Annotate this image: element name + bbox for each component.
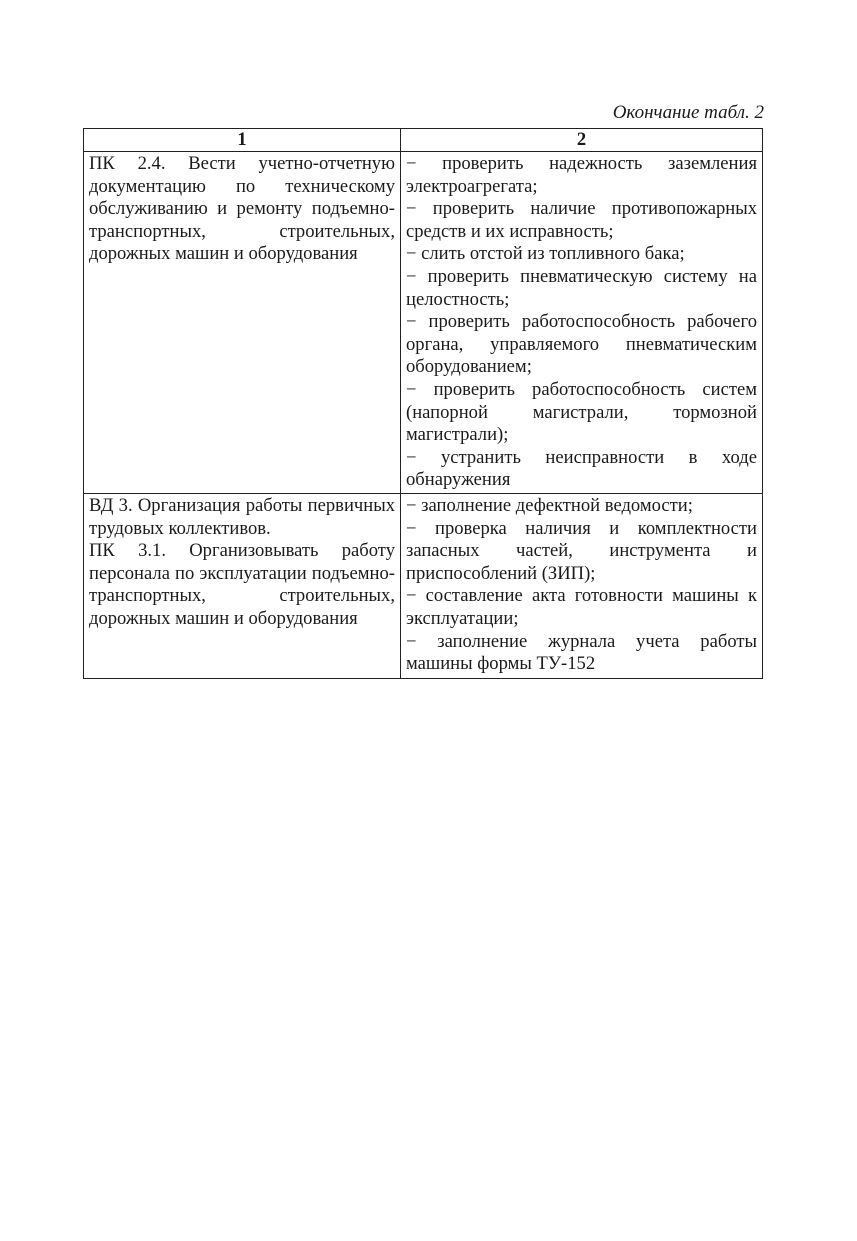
tasks-cell — [401, 152, 763, 494]
task-item: − проверить надежность заземления электроагрегата; — [406, 153, 757, 197]
task-item: − устранить неисправности в ходе обнаружения — [406, 446, 757, 491]
table-header-row — [84, 129, 763, 152]
table-caption: Окончание табл. 2 — [612, 102, 764, 123]
task-item: − проверить наличие противопожарных средств и их исправность; — [406, 198, 757, 242]
task-item: − заполнение журнала учета работы машины формы ТУ-152 — [406, 630, 757, 675]
task-item: − заполнение дефектной ведомости; — [406, 495, 693, 516]
task-item: − проверить работоспособность систем (напорной магистрали, тормозной магистрали); — [406, 378, 757, 446]
task-item: − проверка наличия и комплектности запасных частей, инструмента и приспособлений (ЗИП); — [406, 517, 757, 584]
column-header-2: 2 — [401, 129, 763, 152]
competency-text: ПК 2.4. Вести учетно-отчетную документацию по техническому обслуживанию и ремонту подъемно-транспортных, строительных, дорожных машин и оборудования — [89, 153, 395, 265]
activity-type-text: ВД 3. Организация работы первичных трудовых коллективов. — [89, 495, 395, 539]
task-item: − слить отстой из топливного бака; — [406, 243, 685, 265]
table-row — [84, 494, 763, 679]
table-row — [84, 152, 763, 494]
column-header-1: 1 — [84, 129, 401, 152]
competency-table — [83, 128, 763, 679]
competency-cell — [84, 152, 401, 494]
task-item: − проверить работоспособность рабочего органа, управляемого пневматическим оборудованием; — [406, 311, 757, 378]
competency-cell — [84, 494, 401, 679]
task-item: − проверить пневматическую систему на целостность; — [406, 265, 757, 310]
task-item: − составление акта готовности машины к эксплуатации; — [406, 585, 757, 629]
competency-text: ПК 3.1. Организовывать работу персонала по эксплуатации подъемно-транспортных, строительных, дорожных машин и оборудования — [89, 540, 395, 629]
tasks-cell — [401, 494, 763, 679]
